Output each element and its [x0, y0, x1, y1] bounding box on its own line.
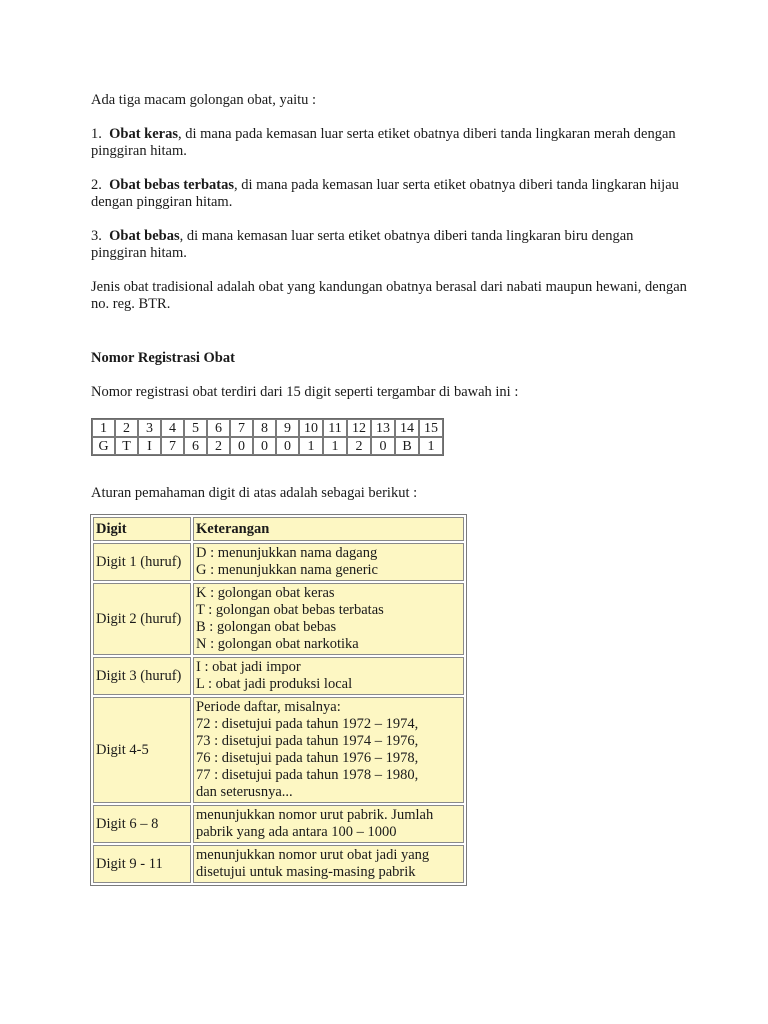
- rule-description: [193, 583, 464, 655]
- item-description: , di mana pada kemasan luar serta etiket obatnya diberi tanda lingkaran merah dengan pinggiran hitam.: [91, 126, 676, 159]
- rule-line: N : golongan obat narkotika: [196, 636, 359, 652]
- digit-position-cell: 9: [276, 419, 299, 437]
- rule-line: menunjukkan nomor urut obat jadi yang: [196, 847, 430, 863]
- header-digit: Digit: [93, 517, 191, 541]
- digit-position-row: [92, 419, 443, 437]
- digit-position-cell: 4: [161, 419, 184, 437]
- rule-line: 73 : disetujui pada tahun 1974 – 1976,: [196, 733, 419, 749]
- digit-position-cell: 8: [253, 419, 276, 437]
- table-row: [93, 543, 464, 581]
- rule-description: [193, 697, 464, 803]
- rule-line: disetujui untuk masing-masing pabrik: [196, 864, 416, 880]
- rule-line: B : golongan obat bebas: [196, 619, 337, 635]
- rule-line: T : golongan obat bebas terbatas: [196, 602, 384, 618]
- digit-position-cell: 2: [115, 419, 138, 437]
- digit-position-cell: 1: [92, 419, 115, 437]
- digit-position-cell: 3: [138, 419, 161, 437]
- digit-value-row: [92, 437, 443, 455]
- rule-description: [193, 845, 464, 883]
- digit-value-cell: 2: [347, 437, 371, 455]
- digit-value-cell: 6: [184, 437, 207, 455]
- header-description: Keterangan: [193, 517, 464, 541]
- item-term: Obat bebas: [109, 228, 180, 244]
- rule-line: 76 : disetujui pada tahun 1976 – 1978,: [196, 750, 419, 766]
- traditional-medicine-text: Jenis obat tradisional adalah obat yang kandungan obatnya berasal dari nabati maupun hewani, dengan no. reg. BTR.: [91, 279, 687, 312]
- section-heading: Nomor Registrasi Obat: [91, 350, 235, 366]
- rules-intro-text: Aturan pemahaman digit di atas adalah sebagai berikut :: [91, 485, 418, 501]
- digit-value-cell: 1: [419, 437, 443, 455]
- rule-line: I : obat jadi impor: [196, 659, 301, 675]
- digit-value-cell: 2: [207, 437, 230, 455]
- list-item-obat-keras: [91, 126, 691, 160]
- rule-digit: Digit 3 (huruf): [93, 657, 191, 695]
- rule-digit: Digit 6 – 8: [93, 805, 191, 843]
- rule-description: [193, 657, 464, 695]
- item-number: 3.: [91, 228, 102, 244]
- digit-position-cell: 15: [419, 419, 443, 437]
- item-term: Obat bebas terbatas: [109, 177, 234, 193]
- rule-line: L : obat jadi produksi local: [196, 676, 353, 692]
- item-term: Obat keras: [109, 126, 178, 142]
- rule-description: [193, 543, 464, 581]
- rule-line: pabrik yang ada antara 100 – 1000: [196, 824, 397, 840]
- rule-line: menunjukkan nomor urut pabrik. Jumlah: [196, 807, 434, 823]
- digit-value-cell: 1: [299, 437, 323, 455]
- digit-position-cell: 12: [347, 419, 371, 437]
- rule-digit: Digit 4-5: [93, 697, 191, 803]
- digit-value-cell: I: [138, 437, 161, 455]
- digit-position-cell: 14: [395, 419, 419, 437]
- list-item-obat-bebas: [91, 228, 691, 262]
- item-description: , di mana kemasan luar serta etiket obatnya diberi tanda lingkaran biru dengan pinggiran hitam.: [91, 228, 634, 261]
- item-number: 2.: [91, 177, 102, 193]
- rules-table: [90, 514, 467, 886]
- digit-value-cell: 7: [161, 437, 184, 455]
- registration-intro-text: Nomor registrasi obat terdiri dari 15 digit seperti tergambar di bawah ini :: [91, 384, 519, 400]
- rule-line: K : golongan obat keras: [196, 585, 335, 601]
- digit-position-cell: 6: [207, 419, 230, 437]
- intro-text: Ada tiga macam golongan obat, yaitu :: [91, 92, 317, 108]
- digit-value-cell: 0: [276, 437, 299, 455]
- digit-value-cell: T: [115, 437, 138, 455]
- rule-line: Periode daftar, misalnya:: [196, 699, 341, 715]
- digit-value-cell: 0: [230, 437, 253, 455]
- rule-line: dan seterusnya...: [196, 784, 293, 800]
- digit-position-cell: 11: [323, 419, 347, 437]
- rule-line: 77 : disetujui pada tahun 1978 – 1980,: [196, 767, 419, 783]
- item-number: 1.: [91, 126, 102, 142]
- rule-line: 72 : disetujui pada tahun 1972 – 1974,: [196, 716, 419, 732]
- rule-digit: Digit 2 (huruf): [93, 583, 191, 655]
- digit-position-cell: 7: [230, 419, 253, 437]
- digit-value-cell: 1: [323, 437, 347, 455]
- table-row: [93, 657, 464, 695]
- digit-value-cell: B: [395, 437, 419, 455]
- rule-description: [193, 805, 464, 843]
- digit-value-cell: 0: [371, 437, 395, 455]
- table-row: [93, 697, 464, 803]
- digit-value-cell: G: [92, 437, 115, 455]
- rule-line: G : menunjukkan nama generic: [196, 562, 378, 578]
- list-item-obat-bebas-terbatas: [91, 177, 691, 211]
- rules-header-row: [93, 517, 464, 541]
- table-row: [93, 805, 464, 843]
- rule-digit: Digit 1 (huruf): [93, 543, 191, 581]
- item-description: , di mana pada kemasan luar serta etiket obatnya diberi tanda lingkaran hijau dengan pinggiran hitam.: [91, 177, 679, 210]
- digit-value-cell: 0: [253, 437, 276, 455]
- table-row: [93, 583, 464, 655]
- digit-position-cell: 13: [371, 419, 395, 437]
- table-row: [93, 845, 464, 883]
- rule-digit: Digit 9 - 11: [93, 845, 191, 883]
- document-page: [91, 92, 691, 886]
- digit-position-cell: 10: [299, 419, 323, 437]
- digit-table: [91, 418, 444, 456]
- digit-position-cell: 5: [184, 419, 207, 437]
- rule-line: D : menunjukkan nama dagang: [196, 545, 378, 561]
